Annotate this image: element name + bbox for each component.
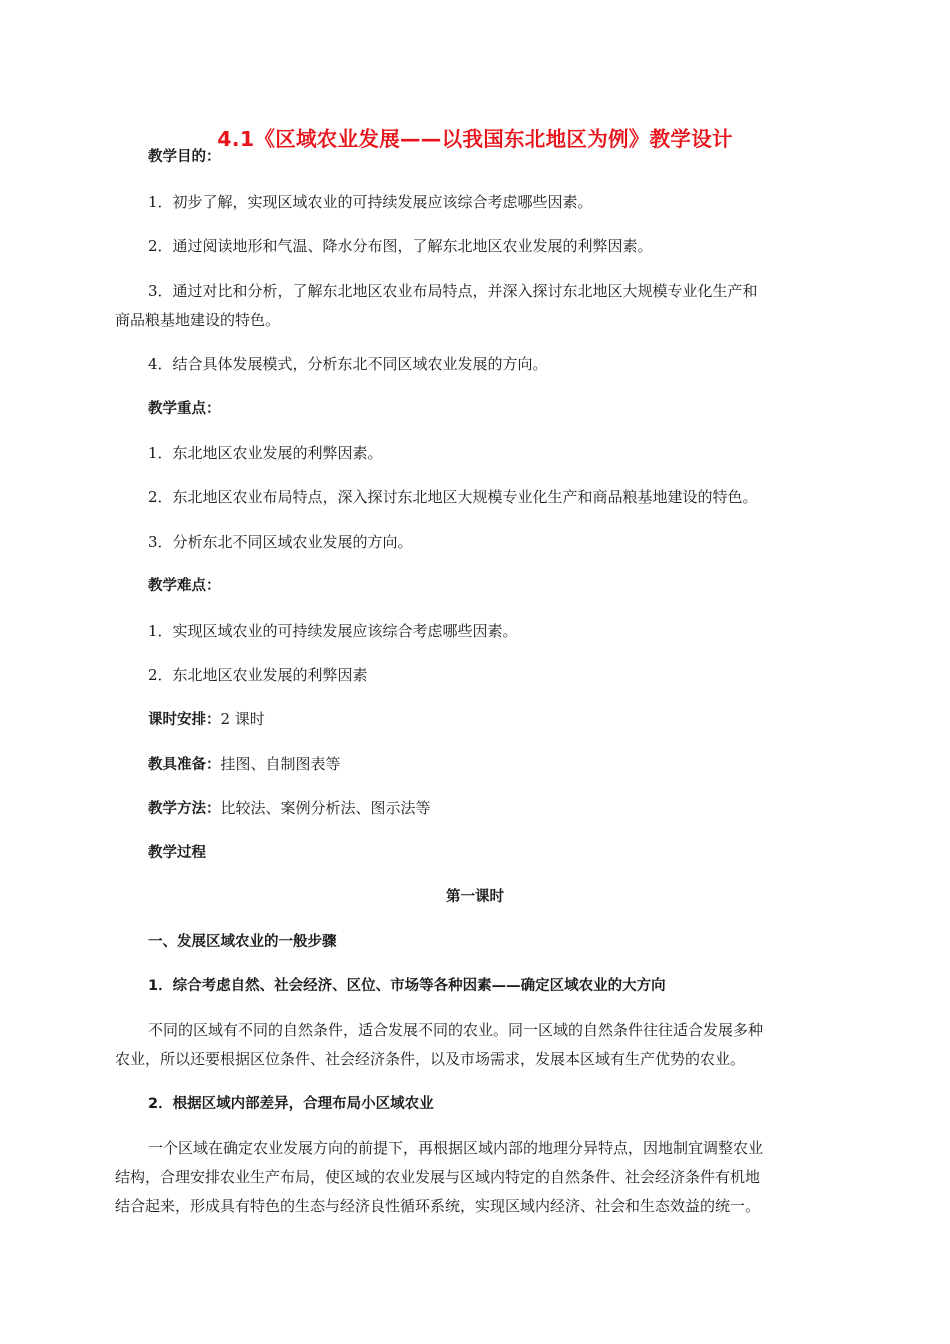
key-point-item: 2．东北地区农业布局特点，深入探讨东北地区大规模专业化生产和商品粮基地建设的特色。 — [148, 488, 758, 506]
methods-row — [148, 801, 431, 817]
schedule-label: 课时安排： — [148, 712, 221, 728]
tools-row — [148, 757, 341, 773]
objective-item-continued: 商品粮基地建设的特色。 — [115, 311, 281, 329]
tools-value: 挂图、自制图表等 — [220, 755, 341, 773]
process-heading: 教学过程 — [148, 845, 206, 861]
schedule-value: 2 课时 — [220, 710, 265, 728]
tools-label: 教具准备： — [148, 757, 221, 773]
objective-item: 2．通过阅读地形和气温、降水分布图，了解东北地区农业发展的利弊因素。 — [148, 237, 653, 255]
objective-item: 3．通过对比和分析，了解东北地区农业布局特点，并深入探讨东北地区大规模专业化生产和 — [148, 282, 758, 300]
document-title: 4.1《区域农业发展——以我国东北地区为例》教学设计 — [217, 127, 733, 151]
sub2-heading: 2．根据区域内部差异，合理布局小区域农业 — [148, 1096, 434, 1112]
key-point-item: 1．东北地区农业发展的利弊因素。 — [148, 444, 383, 462]
lesson-heading: 第一课时 — [446, 889, 504, 905]
paragraph-line: 农业，所以还要根据区位条件、社会经济条件，以及市场需求，发展本区域有生产优势的农业。 — [115, 1050, 746, 1068]
section1-heading: 一、发展区域农业的一般步骤 — [148, 934, 337, 950]
difficulty-item: 1．实现区域农业的可持续发展应该综合考虑哪些因素。 — [148, 622, 518, 640]
difficulties-heading: 教学难点： — [148, 578, 221, 594]
methods-value: 比较法、案例分析法、图示法等 — [220, 799, 431, 817]
key-point-item: 3．分析东北不同区域农业发展的方向。 — [148, 533, 413, 551]
objective-item: 4．结合具体发展模式，分析东北不同区域农业发展的方向。 — [148, 355, 548, 373]
paragraph-line: 结合起来，形成具有特色的生态与经济良性循环系统，实现区域内经济、社会和生态效益的统一。 — [115, 1197, 761, 1215]
objective-item: 1．初步了解，实现区域农业的可持续发展应该综合考虑哪些因素。 — [148, 193, 593, 211]
sub1-heading: 1．综合考虑自然、社会经济、区位、市场等各种因素——确定区域农业的大方向 — [148, 978, 666, 994]
schedule-row — [148, 712, 265, 728]
paragraph-line: 结构，合理安排农业生产布局，使区域的农业发展与区域内特定的自然条件、社会经济条件有机地 — [115, 1168, 761, 1186]
key-points-heading: 教学重点： — [148, 401, 221, 417]
difficulty-item: 2．东北地区农业发展的利弊因素 — [148, 666, 368, 684]
objectives-heading: 教学目的： — [148, 149, 221, 165]
paragraph-line: 一个区域在确定农业发展方向的前提下，再根据区域内部的地理分异特点，因地制宜调整农业 — [148, 1139, 764, 1157]
methods-label: 教学方法： — [148, 801, 221, 817]
paragraph-line: 不同的区域有不同的自然条件，适合发展不同的农业。同一区域的自然条件往往适合发展多种 — [148, 1021, 764, 1039]
